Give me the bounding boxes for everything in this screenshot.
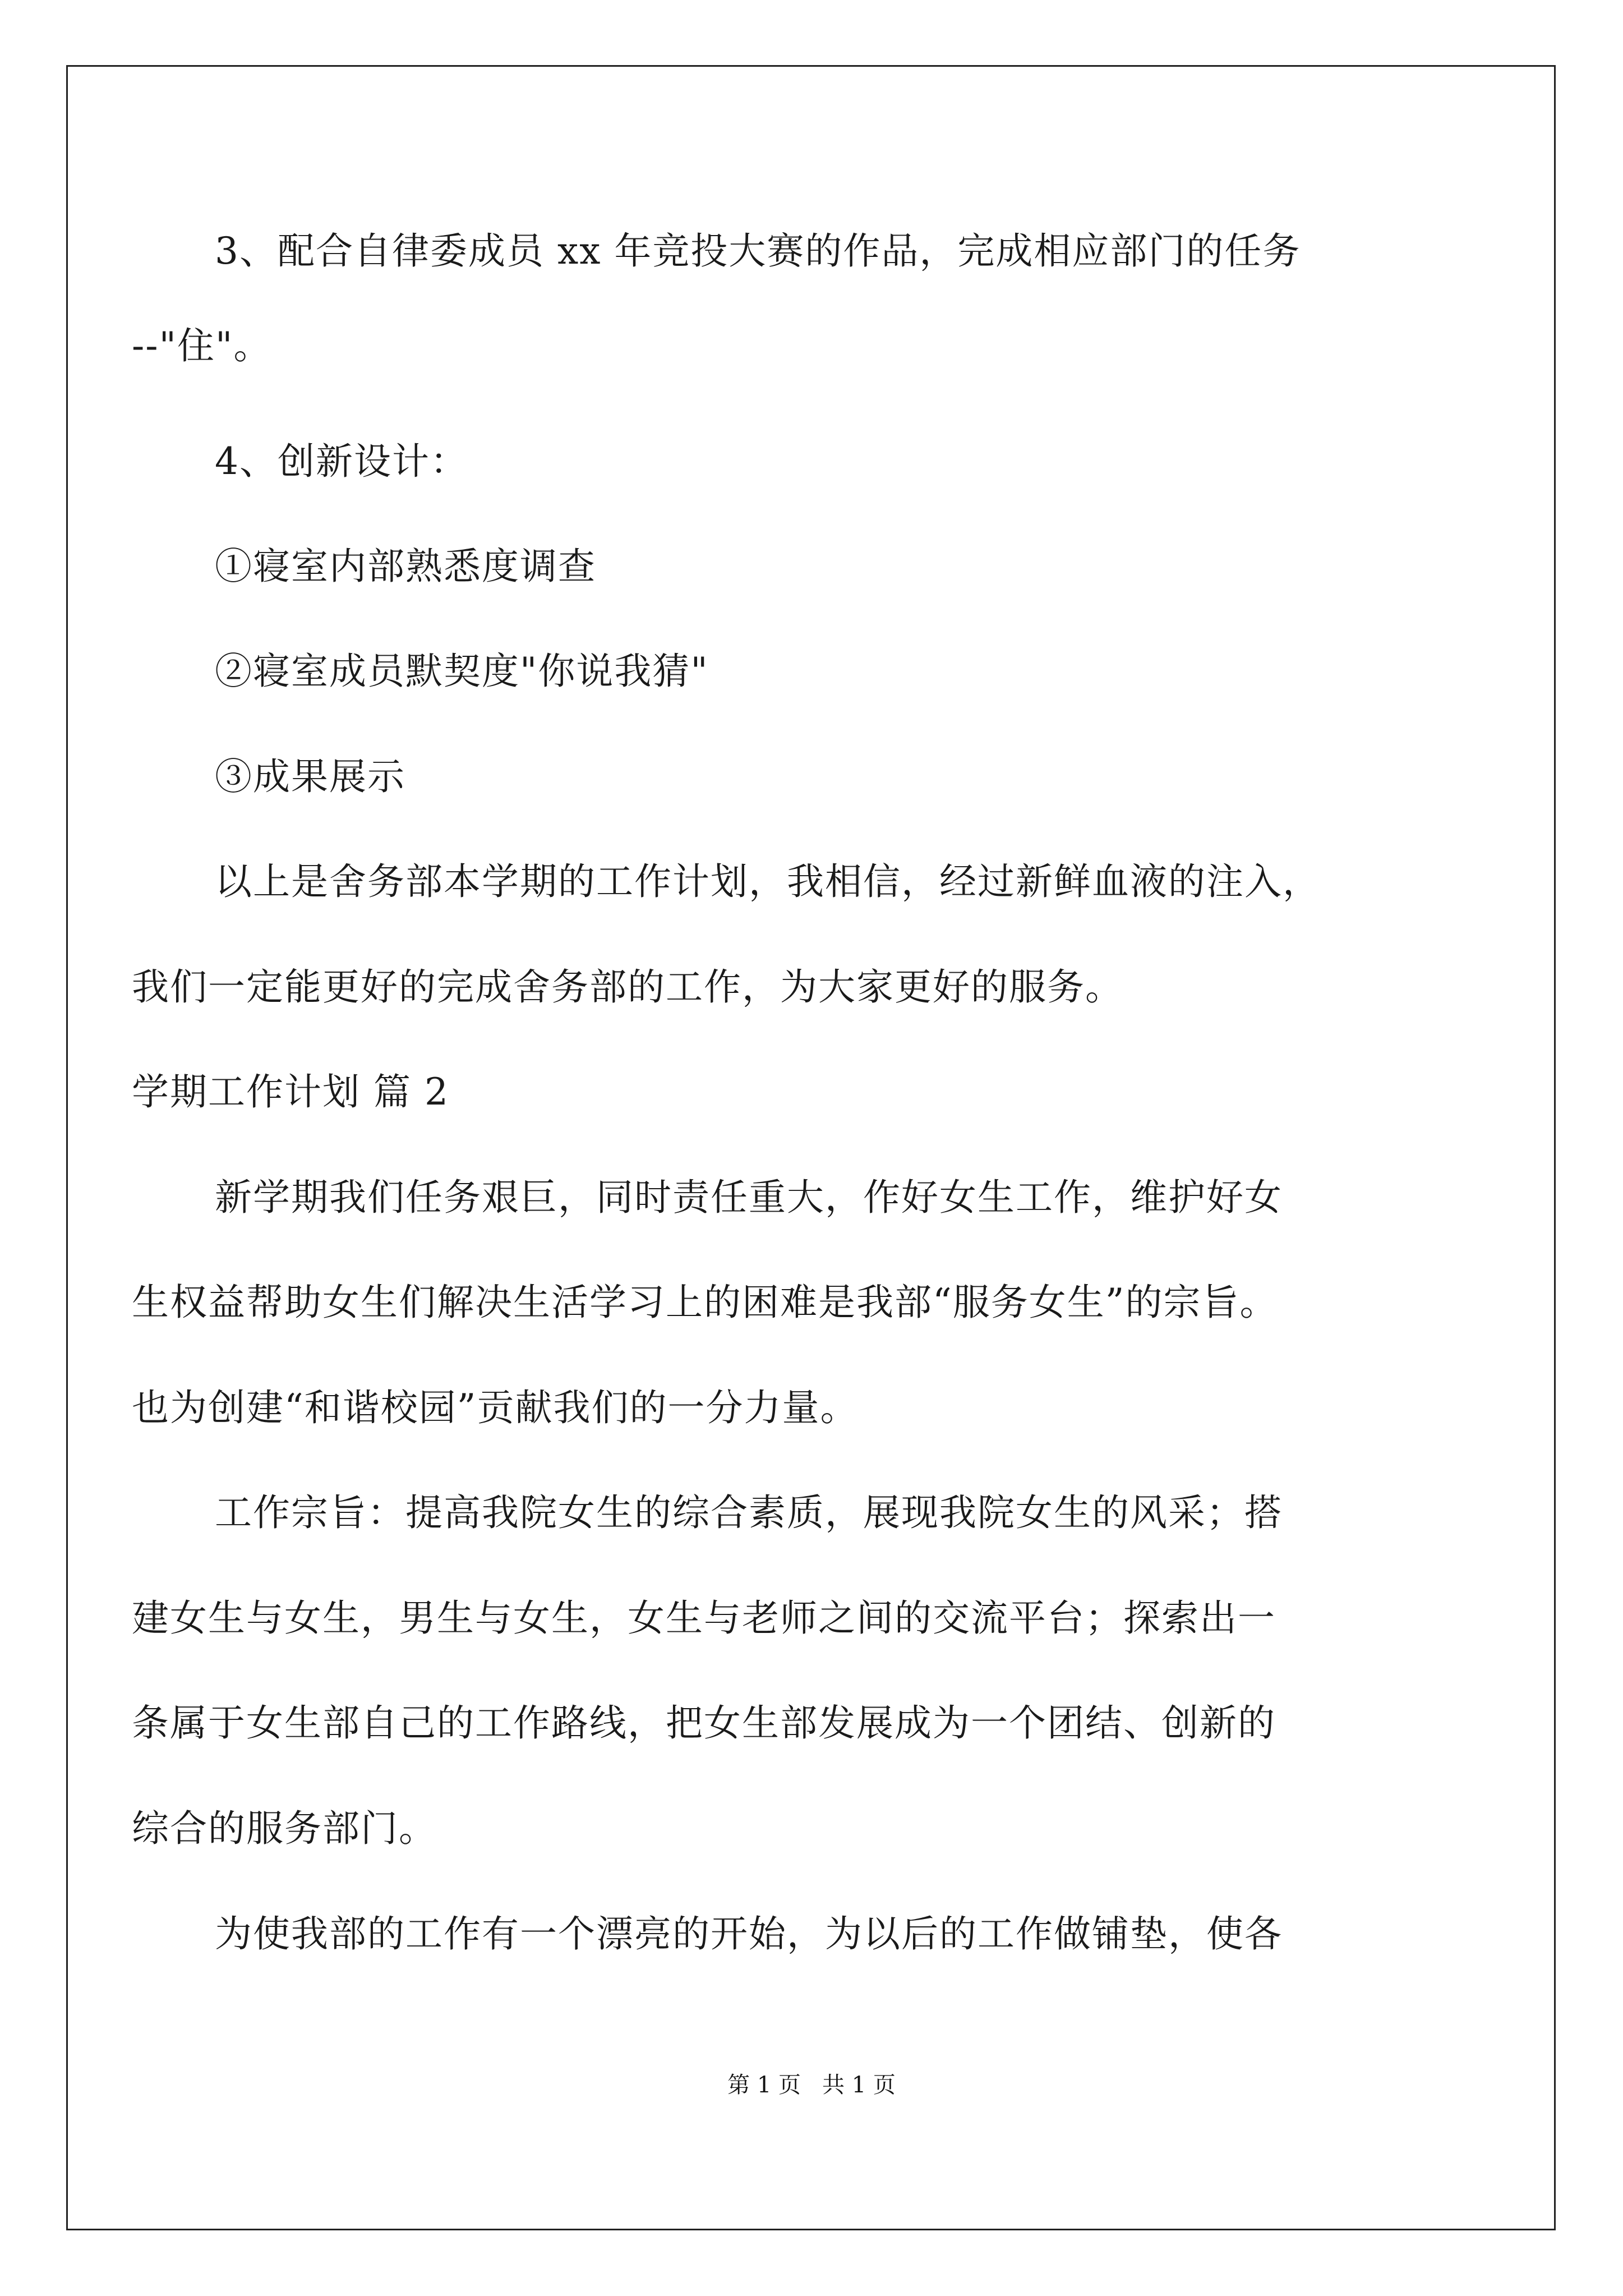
paragraph-line: 为使我部的工作有一个漂亮的开始，为以后的工作做铺垫，使各	[215, 1912, 1283, 1955]
paragraph-line: 条属于女生部自己的工作路线，把女生部发展成为一个团结、创新的	[132, 1701, 1276, 1745]
page-footer	[0, 2067, 1623, 2099]
paragraph-line: 以上是舍务部本学期的工作计划，我相信，经过新鲜血液的注入，	[215, 860, 1321, 903]
paragraph-line: 生权益帮助女生们解决生活学习上的困难是我部“服务女生”的宗旨。	[132, 1281, 1278, 1324]
paragraph-line: ②寝室成员默契度"你说我猜"	[215, 650, 709, 693]
paragraph-line: 4、创新设计：	[215, 440, 468, 483]
paragraph-line: ③成果展示	[215, 755, 405, 798]
paragraph-line: 我们一定能更好的完成舍务部的工作，为大家更好的服务。	[132, 965, 1123, 1009]
paragraph-line: 也为创建“和谐校园”贡献我们的一分力量。	[132, 1386, 859, 1429]
page-total: 共 1 页	[822, 2072, 896, 2098]
paragraph-line: ①寝室内部熟悉度调查	[215, 545, 596, 588]
paragraph-line: 综合的服务部门。	[132, 1807, 437, 1850]
paragraph-line: 建女生与女生，男生与女生，女生与老师之间的交流平台；探索出一	[132, 1596, 1276, 1640]
paragraph-line: 工作宗旨：提高我院女生的综合素质，展现我院女生的风采；搭	[215, 1491, 1283, 1534]
paragraph-line: --"住"。	[132, 324, 272, 367]
paragraph-line: 新学期我们任务艰巨，同时责任重大，作好女生工作，维护好女	[215, 1176, 1283, 1219]
page-border	[66, 65, 1556, 2230]
page-number: 第 1 页	[727, 2072, 801, 2098]
paragraph-line: 3、配合自律委成员 xx 年竞投大赛的作品，完成相应部门的任务	[215, 229, 1301, 273]
section-heading: 学期工作计划 篇 2	[132, 1070, 449, 1114]
